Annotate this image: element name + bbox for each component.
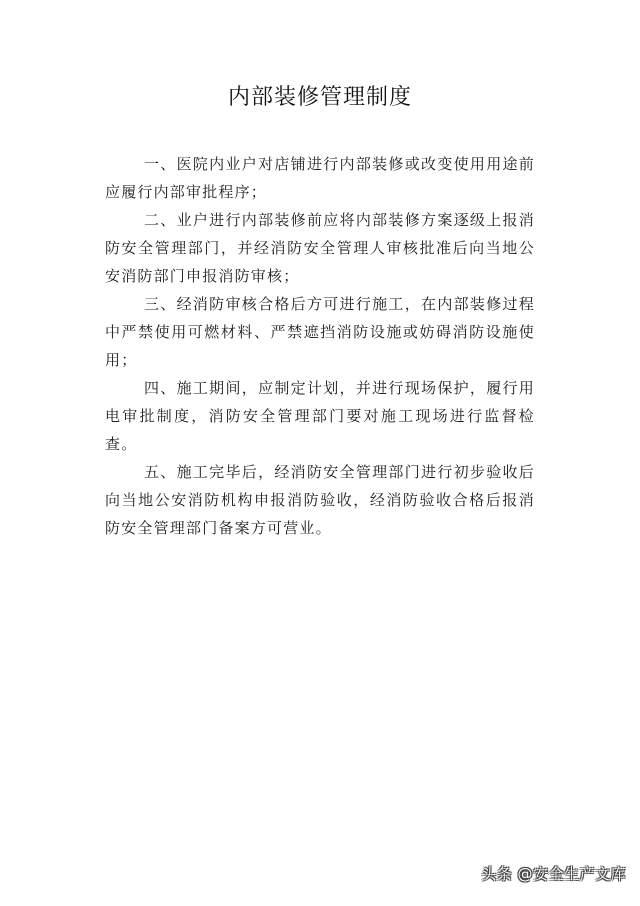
paragraph-3: 三、经消防审核合格后方可进行施工，在内部装修过程中严禁使用可燃材料、严禁遮挡消防设施或妨碍消防设施使用； [105,295,535,369]
watermark: 头条 @安全生产文库 [481,865,626,883]
document-title: 内部装修管理制度 [227,85,412,110]
paragraph-4: 四、施工期间，应制定计划，并进行现场保护，履行用电审批制度，消防安全管理部门要对施工现场进行监督检查。 [105,379,535,453]
paragraph-2: 二、业户进行内部装修前应将内部装修方案逐级上报消防安全管理部门，并经消防安全管理人审核批准后向当地公安消防部门申报消防审核； [105,211,535,285]
paragraph-1: 一、医院内业户对店铺进行内部装修或改变使用用途前应履行内部审批程序； [105,155,535,201]
paragraph-5: 五、施工完毕后，经消防安全管理部门进行初步验收后向当地公安消防机构申报消防验收，经消防验收合格后报消防安全管理部门备案方可营业。 [105,463,535,537]
document-body [105,150,535,542]
